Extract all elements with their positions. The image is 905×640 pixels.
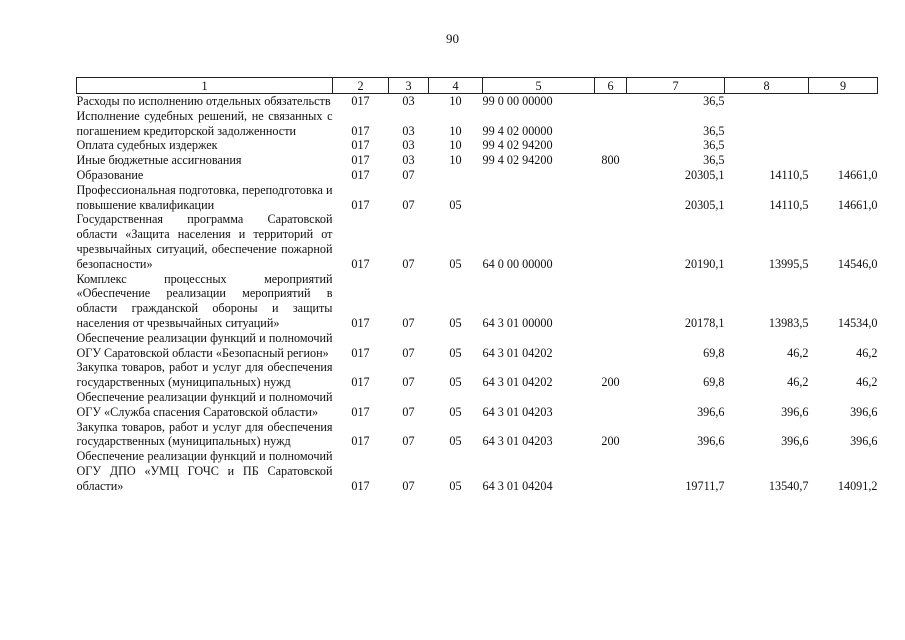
cell-subsection: 05 <box>449 434 462 449</box>
cell-section: 07 <box>402 167 415 182</box>
table-row <box>77 272 878 331</box>
row-name: Государственная программа Саратовской области «Защита населения и территорий от чрезвычайных ситуаций, обеспечение пожарной безопасности» <box>76 212 333 271</box>
cell-target-code: 99 0 00 00000 <box>482 94 553 108</box>
cell-amount-col8 <box>725 153 809 168</box>
cell-amount-col7: 20305,1 <box>684 197 725 212</box>
row-name: Образование <box>76 167 144 182</box>
cell-target-code: 64 3 01 04203 <box>482 434 553 449</box>
row-name: Закупка товаров, работ и услуг для обеспечения государственных (муниципальных) нужд <box>76 419 333 449</box>
cell-amount-col8 <box>725 138 809 153</box>
cell-amount-col7: 36,5 <box>703 138 725 153</box>
cell-section: 03 <box>402 123 415 138</box>
cell-section: 07 <box>402 345 415 360</box>
cell-ministry-code: 017 <box>351 375 370 390</box>
cell-subsection: 05 <box>449 197 462 212</box>
row-name: Оплата судебных издержек <box>76 138 218 153</box>
cell-section: 07 <box>402 404 415 419</box>
row-name: Комплекс процессных мероприятий «Обеспечение реализации мероприятий в области гражданской обороны и защиты населения от чрезвычайных ситуаций» <box>76 271 333 330</box>
cell-subsection: 05 <box>449 404 462 419</box>
cell-target-code: 64 3 01 04203 <box>482 404 553 419</box>
row-name: Обеспечение реализации функций и полномочий ОГУ ДПО «УМЦ ГОЧС и ПБ Саратовской области» <box>76 449 333 493</box>
table-row <box>77 360 878 390</box>
cell-amount-col9: 14534,0 <box>837 315 878 330</box>
cell-section: 07 <box>402 256 415 271</box>
row-name: Обеспечение реализации функций и полномочий ОГУ Саратовской области «Безопасный регион» <box>76 330 333 360</box>
table-row <box>77 212 878 271</box>
cell-amount-col7: 396,6 <box>697 434 725 449</box>
cell-ministry-code: 017 <box>351 153 370 168</box>
table-row <box>77 138 878 153</box>
cell-amount-col8 <box>725 109 809 139</box>
page-number: 90 <box>446 31 459 46</box>
cell-amount-col7: 19711,7 <box>685 478 725 493</box>
cell-amount-col8: 14110,5 <box>769 167 809 182</box>
cell-amount-col7: 36,5 <box>703 153 725 168</box>
cell-expense-type <box>595 138 627 153</box>
header-cell: 6 <box>595 78 627 94</box>
cell-amount-col9: 14546,0 <box>837 256 878 271</box>
cell-amount-col8 <box>725 94 809 109</box>
cell-amount-col9: 14091,2 <box>837 478 878 493</box>
cell-amount-col9: 14661,0 <box>837 167 878 182</box>
cell-expense-type: 200 <box>601 375 620 390</box>
cell-amount-col9: 396,6 <box>850 434 878 449</box>
cell-section: 03 <box>402 138 415 153</box>
cell-ministry-code: 017 <box>351 138 370 153</box>
cell-expense-type <box>595 94 627 109</box>
cell-section: 07 <box>402 197 415 212</box>
cell-expense-type <box>595 168 627 183</box>
cell-amount-col7: 36,5 <box>703 123 725 138</box>
cell-amount-col8: 396,6 <box>781 404 809 419</box>
cell-amount-col8: 46,2 <box>787 375 809 390</box>
cell-expense-type <box>595 449 627 493</box>
cell-subsection: 10 <box>449 153 462 168</box>
cell-section: 07 <box>402 315 415 330</box>
cell-target-code <box>483 183 595 213</box>
cell-amount-col8: 13540,7 <box>768 478 809 493</box>
budget-table <box>76 77 878 494</box>
table-row <box>77 420 878 450</box>
cell-amount-col9: 396,6 <box>850 404 878 419</box>
cell-amount-col7: 69,8 <box>703 345 725 360</box>
cell-amount-col9 <box>809 94 878 109</box>
table-row <box>77 390 878 420</box>
cell-target-code: 99 4 02 94200 <box>482 138 553 153</box>
cell-expense-type <box>595 331 627 361</box>
cell-subsection: 05 <box>449 478 462 493</box>
cell-amount-col8: 46,2 <box>787 345 809 360</box>
cell-ministry-code: 017 <box>351 197 370 212</box>
table-row <box>77 449 878 493</box>
header-row <box>77 78 878 94</box>
table-row <box>77 183 878 213</box>
cell-target-code: 64 3 01 04202 <box>482 375 553 390</box>
header-cell: 3 <box>389 78 429 94</box>
cell-ministry-code: 017 <box>351 315 370 330</box>
cell-amount-col8: 396,6 <box>781 434 809 449</box>
row-name: Профессиональная подготовка, переподготовка и повышение квалификации <box>76 182 333 212</box>
cell-ministry-code: 017 <box>351 94 370 108</box>
cell-expense-type <box>595 272 627 331</box>
cell-amount-col9 <box>809 109 878 139</box>
header-cell: 2 <box>333 78 389 94</box>
cell-target-code <box>483 168 595 183</box>
cell-amount-col7: 396,6 <box>697 404 725 419</box>
cell-ministry-code: 017 <box>351 434 370 449</box>
cell-amount-col7: 69,8 <box>703 375 725 390</box>
cell-section: 03 <box>402 153 415 168</box>
cell-amount-col8: 13995,5 <box>768 256 809 271</box>
row-name: Обеспечение реализации функций и полномочий ОГУ «Служба спасения Саратовской области» <box>76 389 333 419</box>
header-cell: 8 <box>725 78 809 94</box>
cell-subsection <box>429 168 483 183</box>
cell-ministry-code: 017 <box>351 167 370 182</box>
cell-expense-type <box>595 212 627 271</box>
cell-target-code: 64 3 01 04204 <box>482 478 553 493</box>
cell-expense-type: 800 <box>601 153 620 168</box>
table-row <box>77 94 878 109</box>
cell-section: 07 <box>402 375 415 390</box>
table-row <box>77 331 878 361</box>
cell-amount-col9: 14661,0 <box>837 197 878 212</box>
cell-target-code: 99 4 02 00000 <box>482 123 553 138</box>
cell-subsection: 10 <box>449 123 462 138</box>
cell-ministry-code: 017 <box>351 404 370 419</box>
table-row <box>77 168 878 183</box>
row-name: Расходы по исполнению отдельных обязательств <box>76 94 331 108</box>
cell-subsection: 05 <box>449 256 462 271</box>
cell-expense-type <box>595 183 627 213</box>
cell-section: 07 <box>402 478 415 493</box>
cell-amount-col9: 46,2 <box>856 375 878 390</box>
cell-amount-col7: 20190,1 <box>684 256 725 271</box>
cell-amount-col9 <box>809 153 878 168</box>
cell-ministry-code: 017 <box>351 256 370 271</box>
cell-section: 03 <box>402 94 415 108</box>
row-name: Иные бюджетные ассигнования <box>76 153 242 168</box>
header-cell: 9 <box>809 78 878 94</box>
cell-amount-col7: 20178,1 <box>684 315 725 330</box>
cell-expense-type <box>595 390 627 420</box>
cell-target-code: 99 4 02 94200 <box>482 153 553 168</box>
cell-target-code: 64 0 00 00000 <box>482 256 553 271</box>
header-cell: 4 <box>429 78 483 94</box>
cell-ministry-code: 017 <box>351 478 370 493</box>
cell-subsection: 05 <box>449 345 462 360</box>
header-cell: 7 <box>627 78 725 94</box>
table-row <box>77 153 878 168</box>
cell-amount-col8: 13983,5 <box>768 315 809 330</box>
cell-ministry-code: 017 <box>351 123 370 138</box>
cell-section: 07 <box>402 434 415 449</box>
cell-subsection: 10 <box>449 94 462 108</box>
table-row <box>77 109 878 139</box>
cell-target-code: 64 3 01 04202 <box>482 345 553 360</box>
cell-amount-col9 <box>809 138 878 153</box>
cell-subsection: 10 <box>449 138 462 153</box>
cell-expense-type: 200 <box>601 434 620 449</box>
cell-amount-col9: 46,2 <box>856 345 878 360</box>
cell-expense-type <box>595 109 627 139</box>
cell-subsection: 05 <box>449 315 462 330</box>
cell-target-code: 64 3 01 00000 <box>482 315 553 330</box>
header-cell: 5 <box>483 78 595 94</box>
cell-amount-col7: 36,5 <box>703 94 725 108</box>
row-name: Исполнение судебных решений, не связанных с погашением кредиторской задолженности <box>76 108 333 138</box>
header-cell: 1 <box>77 78 333 94</box>
cell-subsection: 05 <box>449 375 462 390</box>
cell-amount-col8: 14110,5 <box>769 197 809 212</box>
row-name: Закупка товаров, работ и услуг для обеспечения государственных (муниципальных) нужд <box>76 360 333 390</box>
cell-ministry-code: 017 <box>351 345 370 360</box>
cell-amount-col7: 20305,1 <box>684 167 725 182</box>
